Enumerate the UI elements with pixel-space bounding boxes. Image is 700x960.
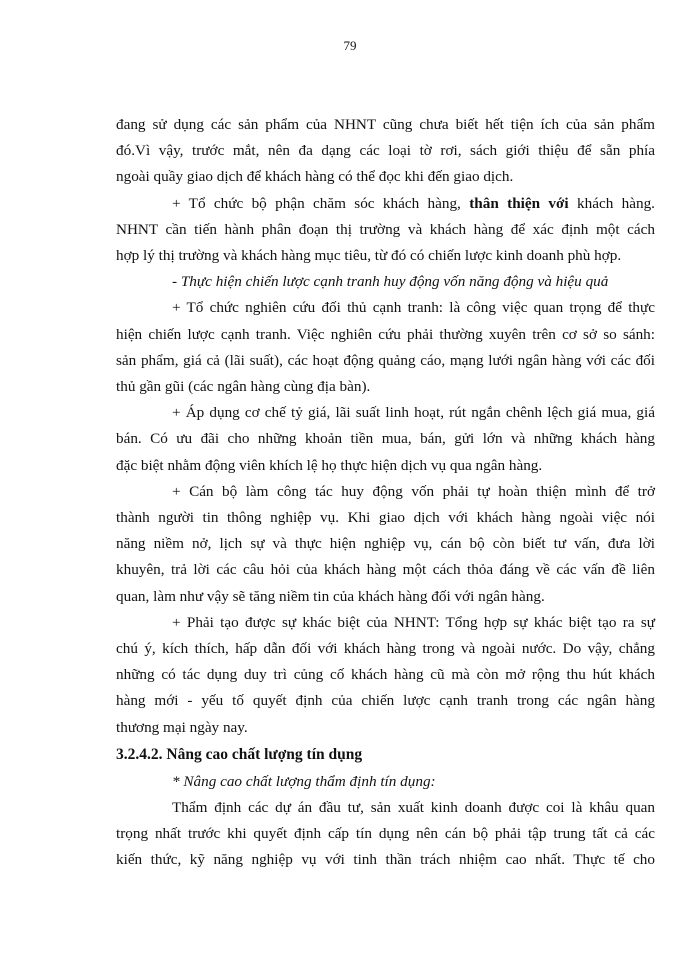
document-body xyxy=(116,112,655,874)
text-line: thương mại ngày nay. xyxy=(116,718,248,736)
paragraph-product-awareness xyxy=(116,112,655,191)
text-line: đó.Vì vậy, trước mắt, nên đa dạng các loại tờ rơi, sách giới thiệu để sẵn phía xyxy=(116,142,655,160)
text-line: chú ý, kích thích, hấp dẫn đối với khách hàng trong và ngoài nước. Do vậy, chẳng xyxy=(116,640,655,658)
text-line: năng niềm nở, lịch sự và thực hiện nghiệp vụ, cán bộ còn biết tư vấn, đưa lời xyxy=(116,535,655,553)
section-heading: 3.2.4.2. Nâng cao chất lượng tín dụng xyxy=(116,745,363,763)
text-line: Thẩm định các dự án đầu tư, sản xuất kinh doanh được coi là khâu quan xyxy=(172,799,655,817)
text-line: trọng nhất trước khi quyết định cấp tín dụng nên cán bộ phải tập trung tất cả các xyxy=(116,825,655,843)
text-line: kiến thức, kỹ năng nghiệp vụ với tinh thần trách nhiệm cao nhất. Thực tế cho xyxy=(116,851,655,869)
text-line: bán. Có ưu đãi cho những khoản tiền mua, bán, gửi lớn và những khách hàng xyxy=(116,430,655,448)
text-line: khuyên, trả lời các câu hỏi của khách hàng một cách thỏa đáng về các vấn đề liên xyxy=(116,561,655,579)
page-number: 79 xyxy=(343,38,357,53)
text-line: đặc biệt nhằm động viên khích lệ họ thực hiện dịch vụ qua ngân hàng. xyxy=(116,456,543,474)
paragraph-flexible-rates xyxy=(116,400,655,479)
paragraph-appraisal xyxy=(116,795,655,874)
bold-phrase: thân thiện với xyxy=(469,194,569,212)
text-line: quan, làm như vậy sẽ tăng niềm tin của khách hàng đối với ngân hàng. xyxy=(116,587,545,605)
text-line: thủ gần gũi (các ngân hàng cùng địa bàn). xyxy=(116,378,371,396)
subheading-competition-strategy xyxy=(116,269,655,295)
text-line: + Tổ chức bộ phận chăm sóc khách hàng, thân thiện với khách hàng. xyxy=(172,194,655,212)
text-line: + Tổ chức nghiên cứu đối thủ cạnh tranh: là công việc quan trọng để thực xyxy=(172,299,655,317)
text-line: NHNT cần tiến hành phân đoạn thị trường và khách hàng để xác định một cách xyxy=(116,220,655,238)
text-line: hợp lý thị trường và khách hàng mục tiêu, từ đó có chiến lược kinh doanh phù hợp. xyxy=(116,247,622,265)
paragraph-staff-training xyxy=(116,479,655,610)
text-line: + Cán bộ làm công tác huy động vốn phải tự hoàn thiện mình để trở xyxy=(172,482,655,500)
italic-subheading: * Nâng cao chất lượng thẩm định tín dụng: xyxy=(172,772,436,790)
text-line: thành người tin thông nghiệp vụ. Khi giao dịch với khách hàng ngoài việc nói xyxy=(116,509,655,527)
text-line: + Phải tạo được sự khác biệt của NHNT: Tổng hợp sự khác biệt tạo ra sự xyxy=(172,613,655,631)
paragraph-differentiation xyxy=(116,610,655,741)
text-line: + Áp dụng cơ chế tỷ giá, lãi suất linh hoạt, rút ngắn chênh lệch giá mua, giá xyxy=(172,404,655,422)
text-line: đang sử dụng các sản phẩm của NHNT cũng chưa biết hết tiện ích của sản phẩm xyxy=(116,116,655,133)
subheading-credit-appraisal xyxy=(116,769,655,795)
text-line: ngoài quầy giao dịch để khách hàng có thể đọc khi đến giao dịch. xyxy=(116,168,514,186)
italic-subheading: - Thực hiện chiến lược cạnh tranh huy động vốn năng động và hiệu quả xyxy=(172,273,609,291)
paragraph-customer-care xyxy=(116,191,655,270)
text-line: hàng mới - yếu tố quyết định của chiến lược cạnh tranh trong các ngân hàng xyxy=(116,692,655,710)
paragraph-competitor-research xyxy=(116,295,655,400)
text-line: sản phẩm, giá cả (lãi suất), các hoạt động quảng cáo, mạng lưới ngân hàng với các đối xyxy=(116,351,655,369)
text-line: hiện chiến lược cạnh tranh. Việc nghiên cứu phải thường xuyên trên cơ sở so sánh: xyxy=(116,325,655,343)
text-line: những có tác dụng duy trì củng cố khách hàng cũ mà còn mở rộng thu hút khách xyxy=(116,666,655,684)
